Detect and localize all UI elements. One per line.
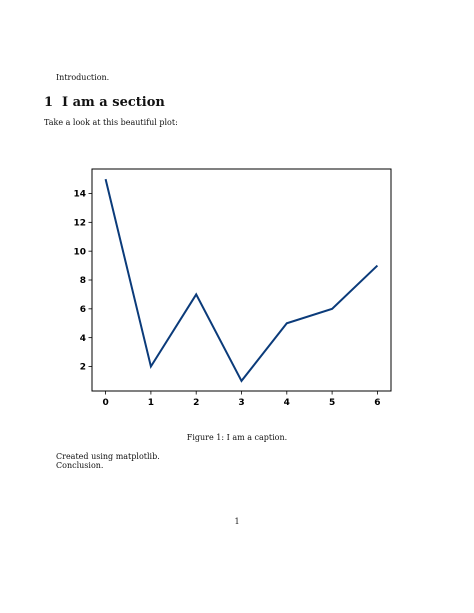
x-tick-label: 5 — [328, 398, 336, 408]
section-title: I am a section — [62, 95, 165, 110]
note-paragraph: Created using matplotlib. — [56, 452, 160, 461]
y-tick-label: 4 — [79, 333, 86, 344]
y-tick-label: 14 — [73, 189, 86, 200]
x-axis — [102, 391, 380, 408]
x-tick-label: 1 — [147, 398, 155, 408]
y-tick-label: 6 — [79, 305, 86, 316]
section-number: 1 — [44, 95, 54, 110]
y-axis — [73, 190, 92, 373]
conclusion-paragraph: Conclusion. — [56, 461, 104, 470]
figure-caption: Figure 1: I am a caption. — [186, 433, 288, 442]
y-tick-label: 8 — [79, 276, 86, 287]
x-tick-label: 6 — [374, 398, 381, 408]
series-layer — [106, 179, 378, 381]
plot-frame — [92, 169, 391, 391]
x-tick-label: 0 — [102, 398, 109, 408]
lead-paragraph: Take a look at this beautiful plot: — [44, 118, 178, 127]
y-tick-label: 10 — [73, 247, 86, 258]
x-tick-label: 2 — [193, 398, 200, 408]
y-tick-label: 12 — [73, 218, 86, 229]
x-tick-label: 4 — [283, 398, 290, 408]
x-tick-label: 3 — [238, 398, 245, 408]
series-line — [106, 179, 378, 381]
intro-paragraph: Introduction. — [56, 73, 110, 82]
page-number: 1 — [234, 517, 240, 526]
y-tick-label: 2 — [79, 362, 86, 373]
